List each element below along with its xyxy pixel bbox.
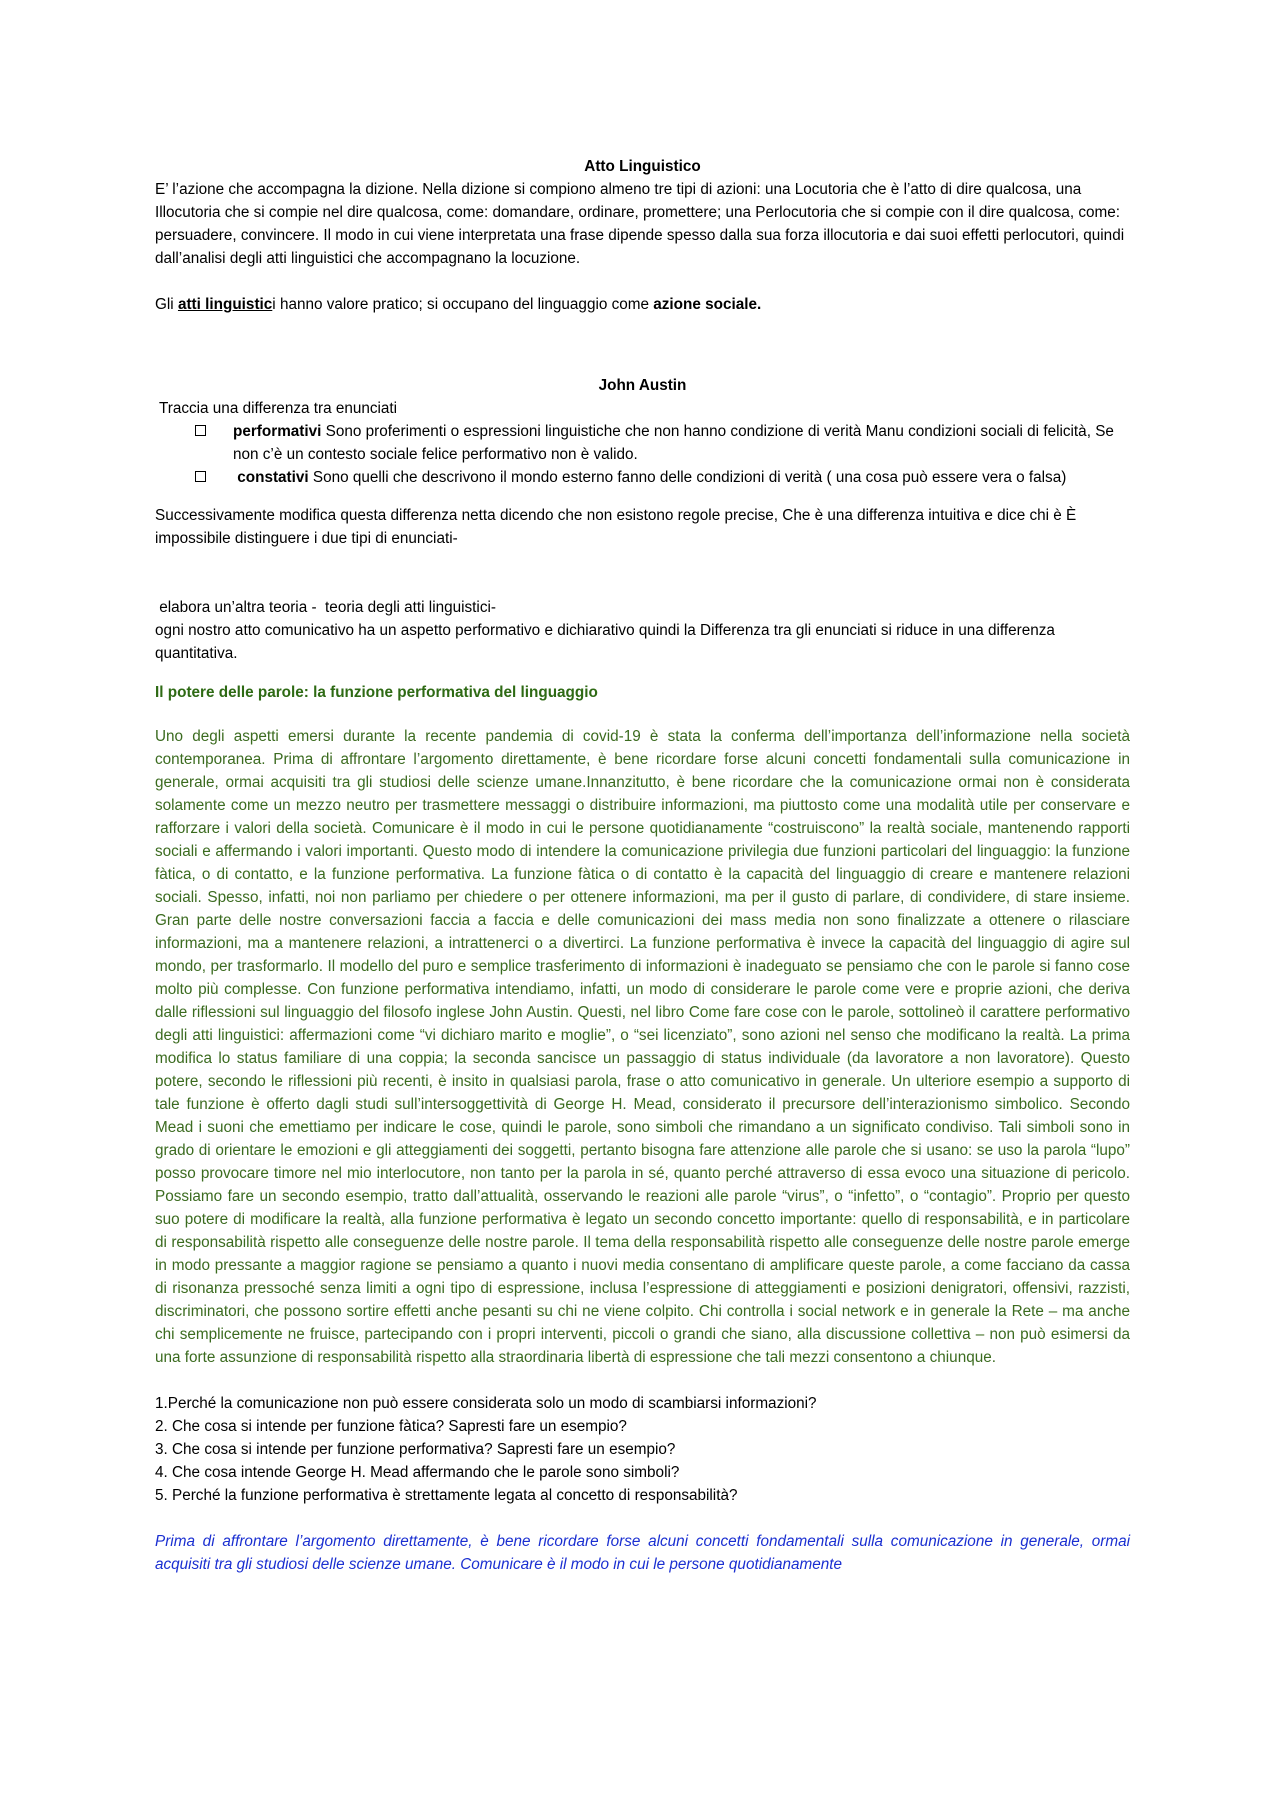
- austin-successive-paragraph: Successivamente modifica questa differenza netta dicendo che non esistono regole precise, Che è una differenza intuitiva e dice chi è È impossibile distinguere i due tipi di enunciati-: [155, 507, 1077, 547]
- question-item: 2. Che cosa si intende per funzione fàtica? Sapresti fare un esempio?: [155, 1418, 627, 1435]
- potere-parole-body: Uno degli aspetti emersi durante la recente pandemia di covid-19 è stata la conferma dell’importanza dell’informazione nella società contemporanea. Prima di affrontare l’argomento direttamente, è bene ricordare forse alcuni concetti fondamentali sulla comunicazione in generale, ormai acquisiti tra gli studiosi delle scienze umane.Innanzitutto, è bene ricordare che la comunicazione ormai non è considerata solamente come un mezzo neutro per trasmettere messaggi o distribuire informazioni, ma piuttosto come una modalità utile per conservare e rafforzare i valori della società. Comunicare è il modo in cui le persone quotidianamente “costruiscono” la realtà sociale, mantenendo rapporti sociali e affermando i valori importanti. Questo modo di intendere la comunicazione privilegia due funzioni particolari del linguaggio: la funzione fàtica, o di contatto, e la funzione performativa. La funzione fàtica o di contatto è la capacità del linguaggio di creare e mantenere relazioni sociali. Spesso, infatti, noi non parliamo per chiedere o per ottenere informazioni, ma per il gusto di parlare, di condividere, di stare insieme. Gran parte delle nostre conversazioni faccia a faccia e delle comunicazioni dei mass media non sono finalizzate a ottenere o rilasciare informazioni, ma a mantenere relazioni, a intrattenerci o a divertirci. La funzione performativa è invece la capacità del linguaggio di agire sul mondo, per trasformarlo. Il modello del puro e semplice trasferimento di informazioni è inadeguato se pensiamo che con le parole si fanno cose molto più complesse. Con funzione performativa intendiamo, infatti, un modo di considerare le parole come vere e proprie azioni, che deriva dalle riflessioni sul linguaggio del filosofo inglese John Austin. Questi, nel libro Come fare cose con le parole, sottolineò il carattere performativo degli atti linguistici: affermazioni come “vi dichiaro marito e moglie”, o “sei licenziato”, sono azioni nel senso che modificano la realtà. La prima modifica lo status familiare di una coppia; la seconda sancisce un passaggio di status individuale (da lavoratore a non lavoratore). Questo potere, secondo le riflessioni più recenti, è insito in qualsiasi parola, frase o atto comunicativo in generale. Un ulteriore esempio a supporto di tale funzione è offerto dagli studi sull’intersoggettività di George H. Mead, considerato il precursore dell’interazionismo simbolico. Secondo Mead i suoni che emettiamo per indicare le cose, quindi le parole, sono simboli che rimandano a un significato condiviso. Tali simboli sono in grado di orientare le emozioni e gli atteggiamenti dei soggetti, pertanto bisogna fare attenzione alle parole che si usano: se uso la parola “lupo” posso provocare timore nel mio interlocutore, non tanto per la parola in sé, quanto perché attraverso di essa evoco una situazione di pericolo. Possiamo fare un secondo esempio, tratto dall’attualità, osservando le reazioni alle parole “virus”, o “infetto”, o “contagio”. Proprio per questo suo potere di modificare la realtà, alla funzione performativa è legato un secondo concetto importante: quello di responsabilità, e in particolare di responsabilità rispetto alle conseguenze delle nostre parole. Il tema della responsabilità rispetto alle conseguenze delle nostre parole emerge in modo pressante a maggior ragione se pensiamo a quanto i nuovi media consentano di amplificare queste parole, a come facciano da cassa di risonanza pressoché senza limiti a ogni tipo di espressione, inclusa l’espressione di atteggiamenti e posizioni denigratori, offensivi, razzisti, discriminatori, che possono sortire effetti anche pesanti su chi ne viene colpito. Chi controlla i social network e in generale la Rete – ma anche chi semplicemente ne fruisce, partecipando con i propri interventi, piccoli o grandi che siano, alla discussione collettiva – non può esimersi da una forte assunzione di responsabilità rispetto alla straordinaria libertà di espressione che tali mezzi consentono a chiunque.: [155, 728, 1130, 1366]
- question-item: 1.Perché la comunicazione non può essere considerata solo un modo di scambiarsi informazioni?: [155, 1395, 817, 1412]
- checkbox-bullet-icon: [195, 471, 206, 482]
- list-item-text: Sono quelli che descrivono il mondo esterno fanno delle condizioni di verità ( una cosa può essere vera o falsa): [308, 469, 1067, 486]
- question-item: 5. Perché la funzione performativa è strettamente legata al concetto di responsabilità?: [155, 1487, 738, 1504]
- section-title-potere-parole: Il potere delle parole: la funzione performativa del linguaggio: [155, 684, 598, 701]
- enunciati-list: [155, 420, 1130, 489]
- austin-intro: Traccia una differenza tra enunciati: [155, 400, 398, 417]
- document-page: [155, 155, 1130, 1576]
- question-item: 3. Che cosa si intende per funzione performativa? Sapresti fare un esempio?: [155, 1441, 676, 1458]
- austin-theory-line: elabora un’altra teoria - teoria degli atti linguistici-: [155, 599, 496, 616]
- para-mid: i hanno valore pratico; si occupano del linguaggio come: [272, 296, 654, 313]
- questions-list: [155, 1392, 1130, 1507]
- atto-linguistico-paragraph: E’ l’azione che accompagna la dizione. Nella dizione si compiono almeno tre tipi di azioni: una Locutoria che è l’atto di dire qualcosa, una Illocutoria che si compie nel dire qualcosa, come: domandare, ordinare, promettere; una Perlocutoria che si compie con il dire qualcosa, come: persuadere, convincere. Il modo in cui viene interpretata una frase dipende spesso dalla sua forza illocutoria e dai suoi effetti perlocutori, quindi dall’analisi degli atti linguistici che accompagnano la locuzione.: [155, 181, 1125, 267]
- list-item: [155, 420, 1130, 466]
- section-title-atto-linguistico: Atto Linguistico: [584, 158, 701, 175]
- list-item-term: constativi: [233, 469, 309, 486]
- question-item: 4. Che cosa intende George H. Mead affermando che le parole sono simboli?: [155, 1464, 680, 1481]
- section-title-john-austin: John Austin: [598, 377, 687, 394]
- azione-sociale-term: azione sociale.: [653, 296, 762, 313]
- list-item-text: Sono proferimenti o espressioni linguistiche che non hanno condizione di verità Manu condizioni sociali di felicità, Se non c’è un contesto sociale felice performativo non è valido.: [233, 423, 1114, 463]
- atti-linguistici-paragraph: [155, 293, 1130, 316]
- austin-theory-paragraph: ogni nostro atto comunicativo ha un aspetto performativo e dichiarativo quindi la Differenza tra gli enunciati si riduce in una differenza quantitativa.: [155, 622, 1055, 662]
- closing-italic-paragraph: Prima di affrontare l’argomento direttamente, è bene ricordare forse alcuni concetti fondamentali sulla comunicazione in generale, ormai acquisiti tra gli studiosi delle scienze umane. Comunicare è il modo in cui le persone quotidianamente: [155, 1533, 1130, 1573]
- list-item: [155, 466, 1130, 489]
- checkbox-bullet-icon: [195, 425, 206, 436]
- para-prefix: Gli: [155, 296, 178, 313]
- atti-linguistici-term: atti linguistic: [177, 296, 273, 313]
- list-item-term: performativi: [233, 423, 322, 440]
